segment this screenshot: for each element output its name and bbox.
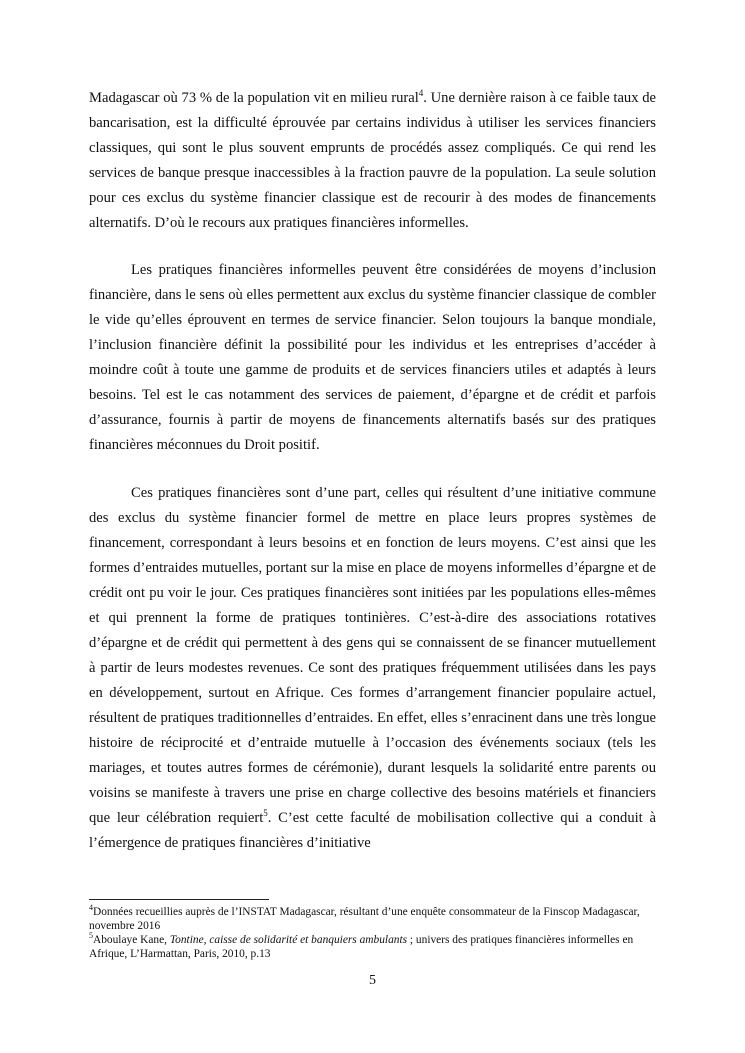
footnote-5	[89, 933, 656, 961]
footnote-5-author: Aboulaye Kane,	[93, 934, 170, 946]
footnote-5-details: ; univers des pratiques financières informelles en Afrique, L’Harmattan, Paris, 2010, p.13	[89, 934, 634, 960]
page-number: 5	[369, 973, 376, 988]
paragraph-1-text-b: . Une dernière raison à ce faible taux de bancarisation, est la difficulté éprouvée par certains individus à utiliser les services financiers classiques, qui sont le plus souvent emprunts de procédés assez compliqués. Ce qui rend les services de banque presque inaccessibles à la fraction pauvre de la population. La seule solution pour ces exclus du système financier classique est de recourir à des modes de financements alternatifs. D’où le recours aux pratiques financières informelles.	[89, 90, 657, 231]
paragraph-1-text-a: Madagascar où 73 % de la population vit en milieu rural	[89, 90, 419, 106]
footnote-4-number: 4	[89, 903, 93, 913]
footnote-4	[89, 905, 656, 933]
paragraph-1	[89, 86, 656, 236]
paragraph-2	[89, 258, 656, 458]
paragraph-3	[89, 481, 656, 856]
paragraph-3-text-a: Ces pratiques financières sont d’une part, celles qui résultent d’une initiative commune des exclus du système financier formel de mettre en place leurs propres systèmes de financement, correspondant à leurs besoins et en fonction de leurs moyens. C’est ainsi que les formes d’entraides mutuelles, portant sur la mise en place de moyens informelles d’épargne et de crédit ont pu voir le jour. Ces pratiques financières sont initiées par les populations elles-mêmes et qui prennent la forme de pratiques tontinières. C’est-à-dire des associations rotatives d’épargne et de crédit qui permettent à des gens qui se connaissent de se financer mutuellement à partir de leurs modestes revenues. Ce sont des pratiques fréquemment utilisées dans les pays en développement, surtout en Afrique. Ces formes d’arrangement financier populaire actuel, résultent de pratiques traditionnelles d’entraides. En effet, elles s’enracinent dans une très longue histoire de réciprocité et d’entraide mutuelle à l’occasion des événements sociaux (tels les mariages, et toutes autres formes de cérémonie), durant lesquels la solidarité entre parents ou voisins se manifeste à travers une prise en charge collective des besoins matériels et financiers que leur célébration requiert	[89, 485, 656, 826]
footnote-5-title: Tontine, caisse de solidarité et banquiers ambulants	[169, 934, 408, 946]
footnote-ref-4: 4	[418, 88, 424, 99]
footnotes	[89, 905, 656, 961]
footnote-divider	[89, 899, 269, 900]
footnote-ref-5: 5	[263, 808, 268, 819]
paragraph-2-text: Les pratiques financières informelles peuvent être considérées de moyens d’inclusion financière, dans le sens où elles permettent aux exclus du système financier classique de combler le vide qu’elles éprouvent en termes de service financier. Selon toujours la banque mondiale, l’inclusion financière définit la possibilité pour les individus et les entreprises d’accéder à moindre coût à toute une gamme de produits et de services financiers utiles et adaptés à leurs besoins. Tel est le cas notamment des services de paiement, d’épargne et de crédit et parfois d’assurance, fournis à partir de moyens de financements alternatifs basés sur des pratiques financières méconnues du Droit positif.	[89, 262, 656, 453]
footnote-5-number: 5	[89, 931, 93, 941]
paragraph-3-text-b: . C’est cette faculté de mobilisation collective qui a conduit à l’émergence de pratiques financières d’initiative	[89, 810, 656, 851]
footnote-4-text: Données recueillies auprès de l’INSTAT Madagascar, résultant d’une enquête consommateur de la Finscop Madagascar, novembre 2016	[89, 906, 640, 932]
